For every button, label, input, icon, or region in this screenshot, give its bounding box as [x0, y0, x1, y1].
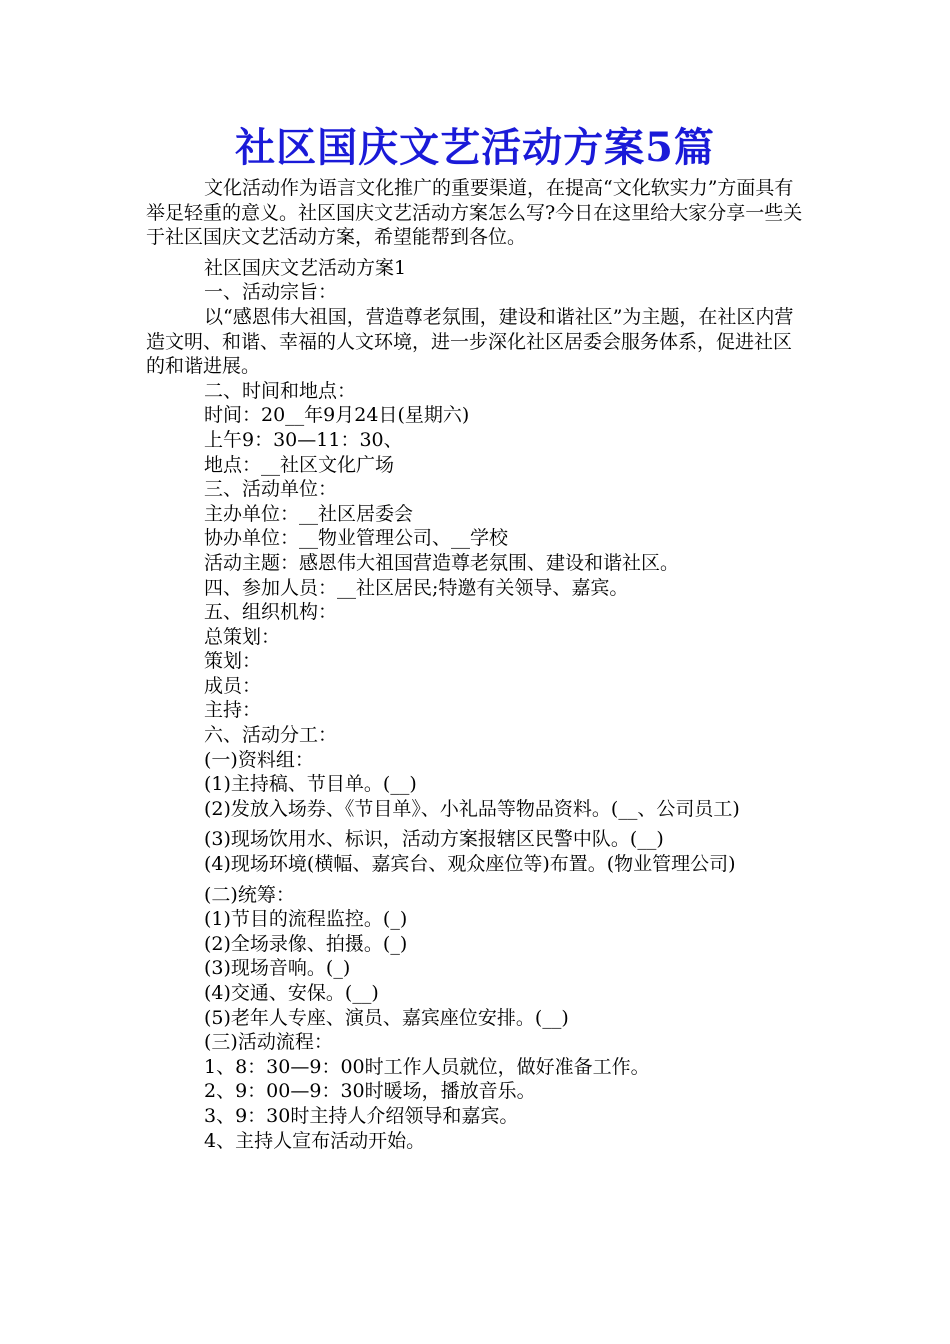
subsection-heading: (二)统筹： [204, 883, 295, 906]
section-heading: 五、组织机构： [204, 601, 338, 624]
section-heading: 三、活动单位： [204, 478, 338, 501]
subsection-heading: (一)资料组： [204, 748, 314, 771]
body-line: 时间：20__年9月24日(星期六) [204, 404, 470, 427]
section-heading: 社区国庆文艺活动方案1 [204, 256, 407, 279]
section-heading: 四、参加人员：__社区居民;特邀有关领导、嘉宾。 [204, 576, 629, 599]
section-heading: 二、时间和地点： [204, 379, 357, 402]
body-line: 地点：__社区文化广场 [204, 453, 395, 476]
body-line: 主持： [204, 699, 262, 722]
list-item: (4)现场环境(横幅、嘉宾台、观众座位等)布置。(物业管理公司) [204, 853, 736, 876]
body-line: 主办单位：__社区居委会 [204, 502, 414, 525]
list-item: 4、主持人宣布活动开始。 [204, 1129, 426, 1152]
list-item: (2)全场录像、拍摄。(_) [204, 932, 408, 955]
document-body [146, 176, 810, 1153]
list-item: (3)现场饮用水、标识，活动方案报辖区民警中队。(__) [204, 828, 664, 851]
body-paragraph: 以“感恩伟大祖国，营造尊老氛围，建设和谐社区”为主题，在社区内营造文明、和谐、幸福的人文环境，进一步深化社区居委会服务体系，促进社区的和谐进展。 [146, 305, 794, 378]
body-line: 上午9：30—11：30、 [204, 428, 403, 451]
list-item: 1、8：30—9：00时工作人员就位，做好准备工作。 [204, 1055, 650, 1078]
list-item: (1)节目的流程监控。(_) [204, 908, 408, 931]
subsection-heading: (三)活动流程： [204, 1031, 333, 1054]
list-item: (4)交通、安保。(__) [204, 982, 379, 1004]
list-item: (2)发放入场券、《节目单》、小礼品等物品资料。(__、公司员工) [204, 797, 740, 820]
body-line: 活动主题：感恩伟大祖国营造尊老氛围、建设和谐社区。 [204, 551, 680, 574]
body-line: 协办单位：__物业管理公司、__学校 [204, 527, 509, 550]
body-line: 策划： [204, 650, 262, 673]
list-item: (5)老年人专座、演员、嘉宾座位安排。(__) [204, 1006, 569, 1029]
section-heading: 六、活动分工： [204, 724, 338, 747]
section-heading: 一、活动宗旨： [204, 281, 338, 304]
intro-paragraph: 文化活动作为语言文化推广的重要渠道，在提高“文化软实力”方面具有举足轻重的意义。社区国庆文艺活动方案怎么写?今日在这里给大家分享一些关于社区国庆文艺活动方案，希望能帮到各位。 [146, 177, 803, 249]
list-item: (3)现场音响。(_) [204, 957, 351, 980]
list-item: 2、9：00—9：30时暖场，播放音乐。 [204, 1080, 536, 1103]
document-title: 社区国庆文艺活动方案5篇 [235, 124, 715, 171]
body-line: 成员： [204, 674, 262, 697]
list-item: (1)主持稿、节目单。(__) [204, 773, 417, 796]
body-line: 总策划： [204, 625, 281, 648]
list-item: 3、9：30时主持人介绍领导和嘉宾。 [204, 1104, 519, 1127]
